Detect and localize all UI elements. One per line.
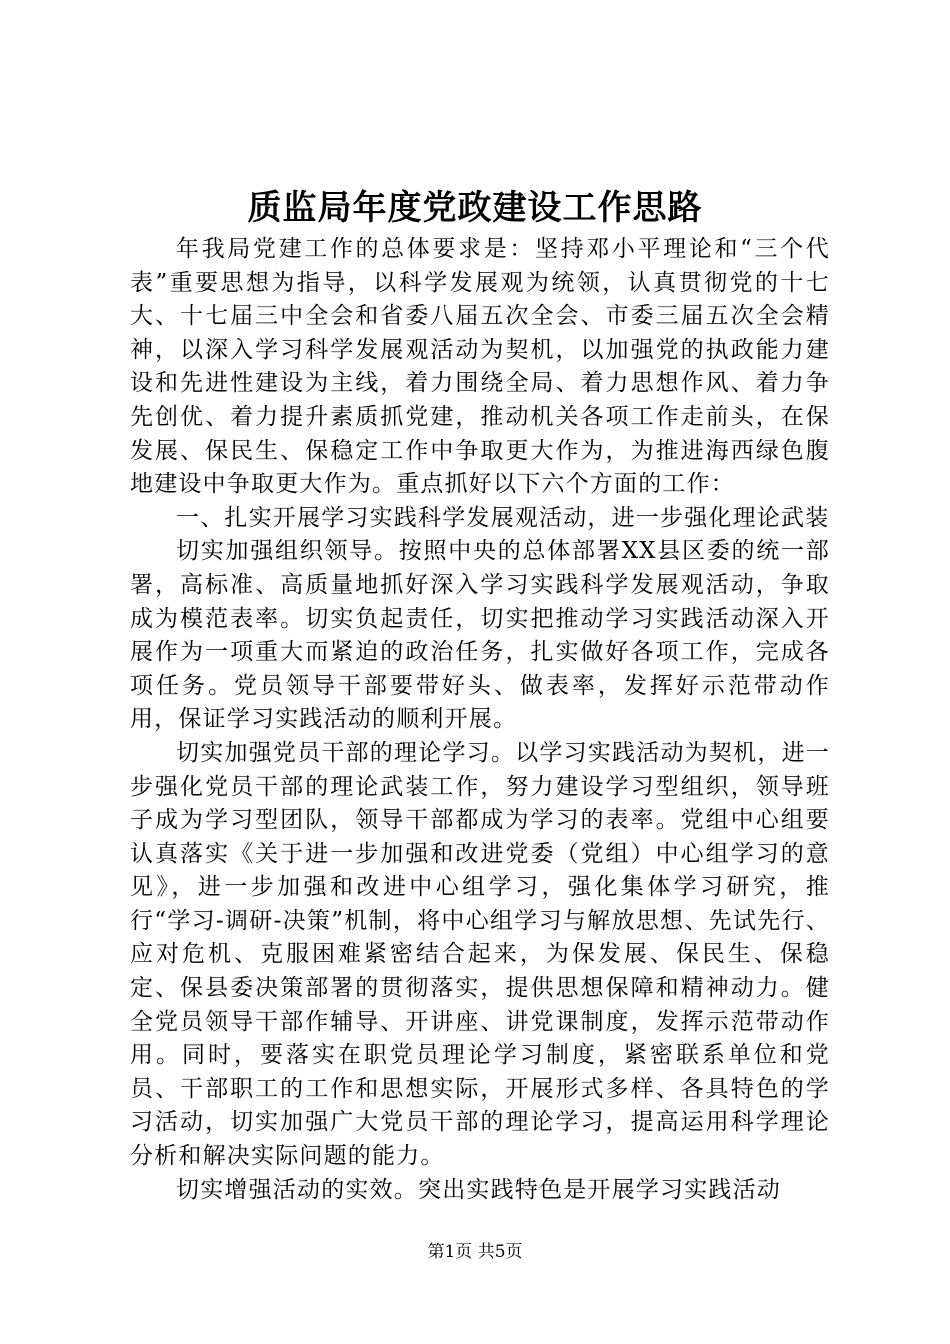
page-number-footer: 第1页 共5页 (427, 1242, 523, 1262)
paragraph-activity-effectiveness: 切实增强活动的实效。突出实践特色是开展学习实践活动 (176, 1176, 781, 1203)
paragraph-intro: 年我局党建工作的总体要求是：坚持邓小平理论和“三个代表”重要思想为指导，以科学发展观为统领，认真贯彻党的十七大、十七届三中全会和省委八届五次全会、市委三届五次全会精神，以深入学习科学发展观活动为契机，以加强党的执政能力建设和先进性建设为主线，着力围绕全局、着力思想作风、着力争先创优、着力提升素质抓党建，推动机关各项工作走前头，在保发展、保民生、保稳定工作中争取更大作为，为推进海西绿色腹地建设中争取更大作为。重点抓好以下六个方面的工作： (130, 236, 830, 498)
paragraph-section-heading-1: 一、扎实开展学习实践科学发展观活动，进一步强化理论武装 (176, 504, 830, 531)
document-title: 质监局年度党政建设工作思路 (247, 188, 703, 228)
document-body (130, 233, 830, 1207)
paragraph-theory-study: 切实加强党员干部的理论学习。以学习实践活动为契机，进一步强化党员干部的理论武装工作，努力建设学习型组织，领导班子成为学习型团队，领导干部都成为学习的表率。党组中心组要认真落实《关于进一步加强和改进党委（党组）中心组学习的意见》，进一步加强和改进中心组学习，强化集体学习研究，推行“学习-调研-决策”机制，将中心组学习与解放思想、先试先行、应对危机、克服困难紧密结合起来，为保发展、保民生、保稳定、保县委决策部署的贯彻落实，提供思想保障和精神动力。健全党员领导干部作辅导、开讲座、讲党课制度，发挥示范带动作用。同时，要落实在职党员理论学习制度，紧密联系单位和党员、干部职工的工作和思想实际，开展形式多样、各具特色的学习活动，切实加强广大党员干部的理论学习，提高运用科学理论分析和解决实际问题的能力。 (130, 739, 830, 1170)
paragraph-organization-leadership: 切实加强组织领导。按照中央的总体部署XX县区委的统一部署，高标准、高质量地抓好深入学习实践科学发展观活动，争取成为模范表率。切实负起责任，切实把推动学习实践活动深入开展作为一项重大而紧迫的政治任务，扎实做好各项工作，完成各项任务。党员领导干部要带好头、做表率，发挥好示范带动作用，保证学习实践活动的顺利开展。 (130, 538, 830, 733)
